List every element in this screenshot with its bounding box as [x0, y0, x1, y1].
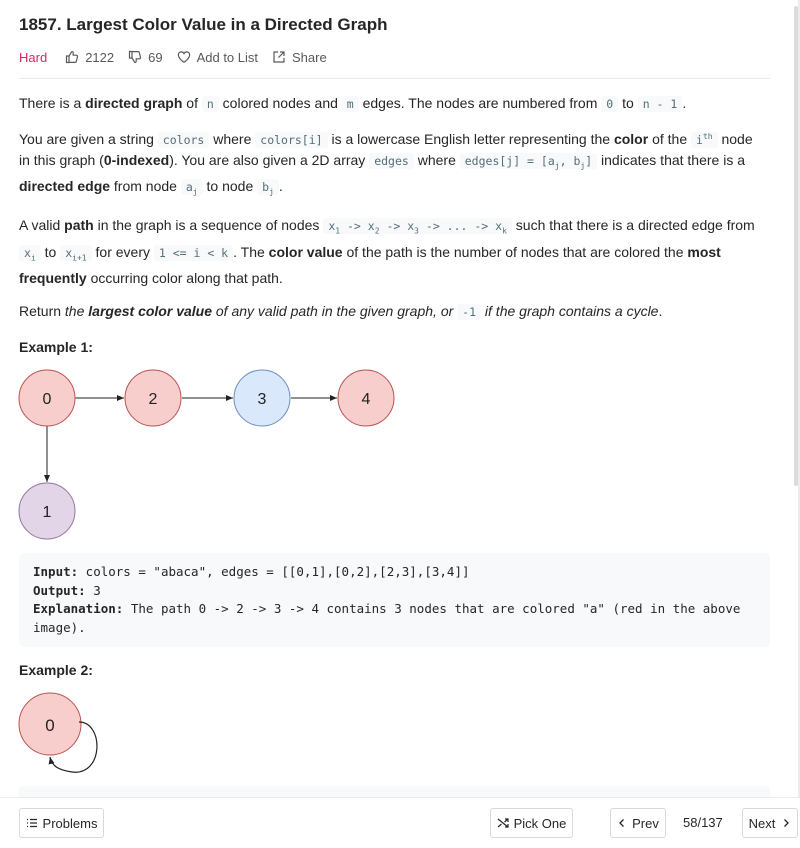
list-icon — [26, 817, 38, 829]
difficulty-badge: Hard — [19, 49, 48, 65]
prev-label: Prev — [632, 815, 659, 831]
graph-node — [125, 370, 181, 426]
graph-node — [234, 370, 290, 426]
input-line: Input: colors = "abaca", edges = [[0,1],[0,2],[2,3],[3,4]] — [33, 564, 470, 579]
example-1-heading: Example 1: — [19, 339, 93, 355]
graph-node — [19, 483, 75, 539]
problem-title: 1857. Largest Color Value in a Directed Graph — [19, 15, 388, 34]
explanation-line: Explanation: The path 0 -> 2 -> 3 -> 4 contains 3 nodes that are colored "a" (red in the above image). — [33, 601, 748, 635]
node-label: 1 — [42, 504, 52, 521]
node-label: 0 — [45, 716, 55, 735]
graph-node — [19, 370, 75, 426]
node-label: 2 — [148, 391, 158, 408]
example-1-io-block — [19, 553, 770, 647]
node-label: 3 — [257, 391, 267, 408]
node-label: 0 — [42, 391, 52, 408]
next-button[interactable] — [742, 808, 798, 838]
prev-button[interactable] — [610, 808, 666, 838]
description-paragraph-1: There is a directed graph of n colored nodes and m edges. The nodes are numbered from 0 to n - 1 . — [19, 95, 687, 111]
add-to-list-label: Add to List — [196, 49, 259, 65]
footer-nav — [0, 797, 800, 848]
shuffle-icon — [497, 817, 509, 829]
graph-node — [338, 370, 394, 426]
output-line: Output: 3 — [33, 582, 101, 598]
description-paragraph-4: Return the largest color value of any valid path in the given graph, or -1 if the graph contains a cycle. — [19, 303, 663, 320]
dislike-count: 69 — [148, 49, 163, 65]
next-label: Next — [748, 815, 776, 831]
problem-counter: 58/137 — [683, 815, 723, 830]
share-label: Share — [292, 49, 327, 65]
pick-one-label: Pick One — [513, 815, 567, 831]
chevron-right-icon — [781, 818, 791, 828]
pick-one-button[interactable] — [490, 808, 573, 838]
chevron-left-icon — [617, 818, 627, 828]
node-label: 4 — [361, 391, 371, 408]
like-count: 2122 — [85, 49, 115, 65]
problems-label: Problems — [42, 815, 98, 831]
problems-button[interactable] — [19, 808, 104, 838]
example-2-heading: Example 2: — [19, 662, 93, 678]
description-paragraph-2: You are given a string colors where colors[i] is a lowercase English letter representing the color of the $i^{th}$ node in this graph (0-indexed). You are also given a 2D array edges where edges[j] = [$a_j$, $b_j$] indicates that there is a directed edge from node $a_j$ to node $b_j$ . — [19, 130, 753, 197]
graph-node — [19, 693, 81, 755]
description-paragraph-3: A valid path in the graph is a sequence of nodes $x_1 -> x_2 -> x_3$ -> ... -> $x_k$ such that there is a directed edge from $x_i$ to $x_{i+1}$ for every 1 <= i < k . The color value of the path is the number of nodes that are colored the most frequently occurring color along that path. — [19, 217, 755, 287]
